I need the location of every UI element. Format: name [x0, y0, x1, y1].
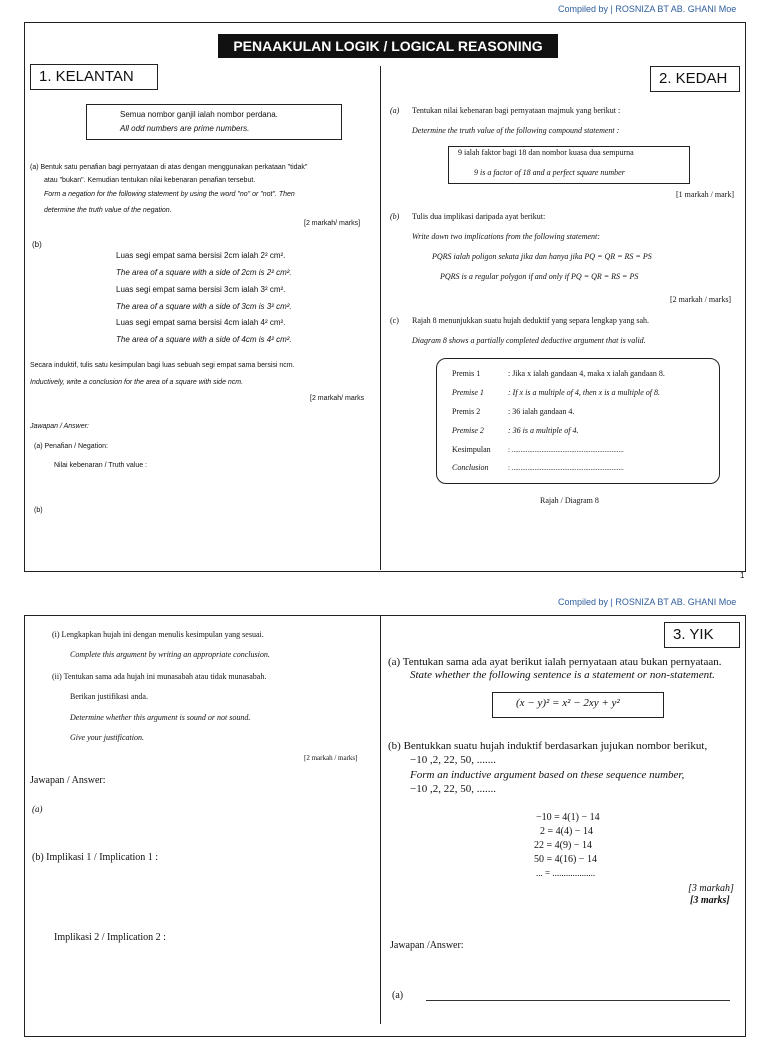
sequence-line: The area of a square with a side of 3cm is 3² cm². [116, 302, 292, 311]
question-ii-line: (ii) Tentukan sama ada hujah ini munasabah atau tidak munasabah. [52, 672, 267, 681]
question-b-text: Inductively, write a conclusion for the area of a square with side ncm. [30, 379, 244, 386]
sequence-line: The area of a square with a side of 2cm is 2² cm². [116, 268, 292, 277]
conclusion-blank: : ................................................................ [508, 464, 624, 472]
column-divider [380, 66, 381, 570]
conclusion-blank: : ................................................................ [508, 446, 624, 454]
statement-en: All odd numbers are prime numbers. [120, 124, 250, 133]
premise-value: : Jika x ialah gandaan 4, maka x ialah gandaan 8. [508, 369, 665, 378]
question-b-line: −10 ,2, 22, 50, ....... [410, 754, 496, 766]
question-a-line: State whether the following sentence is a statement or non-statement. [410, 669, 715, 681]
answer-a: (a) [392, 990, 404, 1001]
question-a-line: atau "bukan". Kemudian tentukan nilai kebenaran penafian tersebut. [44, 177, 256, 184]
premise-value: : 36 is a multiple of 4. [508, 426, 579, 435]
answer-label: Jawapan / Answer: [30, 423, 89, 430]
compound-statement-ms: 9 ialah faktor bagi 18 dan nombor kuasa dua sempurna [458, 148, 634, 157]
premise-value: : 36 ialah gandaan 4. [508, 407, 575, 416]
statement-ms: Semua nombor ganjil ialah nombor perdana. [120, 110, 278, 119]
question-a-label: (a) [390, 106, 400, 115]
question-ii-line: Determine whether this argument is sound or not sound. [70, 713, 251, 722]
question-b-line: Form an inductive argument based on these sequence number, [410, 769, 685, 781]
premise-value: : If x is a multiple of 4, then x is a multiple of 8. [508, 388, 660, 397]
answer-label: Jawapan / Answer: [30, 775, 106, 786]
page-number: 1 [740, 571, 745, 580]
working-line: −10 = 4(1) − 14 [536, 812, 600, 823]
marks-label: [3 marks] [690, 895, 730, 906]
premise-key: Premise 1 [452, 388, 484, 397]
question-b-label: (b) [390, 212, 400, 221]
question-a-line: Form a negation for the following statement by using the word "no" or "not". Then [44, 191, 295, 198]
answer-label: Jawapan /Answer: [390, 940, 464, 951]
diagram-caption: Rajah / Diagram 8 [540, 496, 599, 505]
question-c-line: Rajah 8 menunjukkan suatu hujah deduktif yang separa lengkap yang sah. [412, 316, 650, 325]
answer-truth-value: Nilai kebenaran / Truth value : [54, 462, 147, 469]
answer-a: (a) Penafian / Negation: [34, 443, 108, 450]
question-i-line: (i) Lengkapkan hujah ini dengan menulis kesimpulan yang sesuai. [52, 630, 264, 639]
premise-key: Premis 2 [452, 407, 481, 416]
compiled-by-credit: Compiled by | ROSNIZA BT AB. GHANI Moe [558, 597, 737, 607]
question-c-line: Diagram 8 shows a partially completed deductive argument that is valid. [412, 336, 646, 345]
marks-label: [2 markah / marks] [670, 295, 732, 304]
premise-key: Premise 2 [452, 426, 484, 435]
working-line: 2 = 4(4) − 14 [540, 826, 593, 837]
question-a-line: (a) Bentuk satu penafian bagi pernyataan di atas dengan menggunakan perkataan "tidak" [30, 164, 308, 171]
question-a-line: (a) Tentukan sama ada ayat berikut ialah pernyataan atau bukan pernyataan. [388, 656, 722, 668]
question-b-line: PQRS is a regular polygon if and only if PQ = QR = RS = PS [440, 272, 639, 281]
answer-implication-2: Implikasi 2 / Implication 2 : [54, 932, 166, 943]
page-banner: PENAAKULAN LOGIK / LOGICAL REASONING [218, 34, 558, 58]
equation: (x − y)² = x² − 2xy + y² [516, 697, 620, 709]
marks-label: [2 markah / marks] [304, 754, 358, 762]
section-tag-yik: 3. YIK [664, 622, 740, 648]
question-ii-line: Berikan justifikasi anda. [70, 692, 148, 701]
answer-line[interactable] [426, 1000, 730, 1001]
marks-label: [3 markah] [688, 883, 734, 894]
question-c-label: (c) [390, 316, 399, 325]
sequence-line: Luas segi empat sama bersisi 2cm ialah 2² cm². [116, 251, 286, 260]
premise-key: Premis 1 [452, 369, 481, 378]
working-line: ... = ................... [536, 868, 596, 878]
question-b-label: (b) [32, 240, 42, 249]
sequence-line: Luas segi empat sama bersisi 4cm ialah 4² cm². [116, 318, 286, 327]
answer-b: (b) [34, 507, 43, 514]
working-line: 50 = 4(16) − 14 [534, 854, 597, 865]
question-b-line: PQRS ialah poligon sekata jika dan hanya jika PQ = QR = RS = PS [432, 252, 652, 261]
marks-label: [1 markah / mark] [676, 190, 734, 199]
compound-statement-en: 9 is a factor of 18 and a perfect square number [474, 168, 625, 177]
question-a-line: Determine the truth value of the following compound statement : [412, 126, 620, 135]
question-b-line: Tulis dua implikasi daripada ayat berikut: [412, 212, 546, 221]
answer-implication-1: (b) Implikasi 1 / Implication 1 : [32, 852, 159, 863]
question-b-text: Secara induktif, tulis satu kesimpulan bagi luas sebuah segi empat sama bersisi ncm. [30, 362, 295, 369]
question-a-line: Tentukan nilai kebenaran bagi pernyataan majmuk yang berikut : [412, 106, 621, 115]
conclusion-key: Kesimpulan [452, 445, 491, 454]
question-b-line: Write down two implications from the following statement: [412, 232, 600, 241]
sequence-line: Luas segi empat sama bersisi 3cm ialah 3² cm². [116, 285, 286, 294]
marks-label: [2 markah/ marks [310, 395, 365, 402]
question-i-line: Complete this argument by writing an appropriate conclusion. [70, 650, 270, 659]
compiled-by-credit: Compiled by | ROSNIZA BT AB. GHANI Moe [558, 4, 737, 14]
sequence-line: The area of a square with a side of 4cm is 4² cm². [116, 335, 292, 344]
column-divider [380, 615, 381, 1024]
conclusion-key: Conclusion [452, 463, 489, 472]
question-b-line: (b) Bentukkan suatu hujah induktif berdasarkan jujukan nombor berikut, [388, 740, 708, 752]
marks-label: [2 markah/ marks] [304, 220, 361, 227]
question-a-line: determine the truth value of the negation. [44, 207, 172, 214]
question-ii-line: Give your justification. [70, 733, 144, 742]
working-line: 22 = 4(9) − 14 [534, 840, 592, 851]
answer-a: (a) [32, 804, 43, 814]
question-b-line: −10 ,2, 22, 50, ....... [410, 783, 496, 795]
section-tag-kedah: 2. KEDAH [650, 66, 740, 92]
section-tag-kelantan: 1. KELANTAN [30, 64, 158, 90]
